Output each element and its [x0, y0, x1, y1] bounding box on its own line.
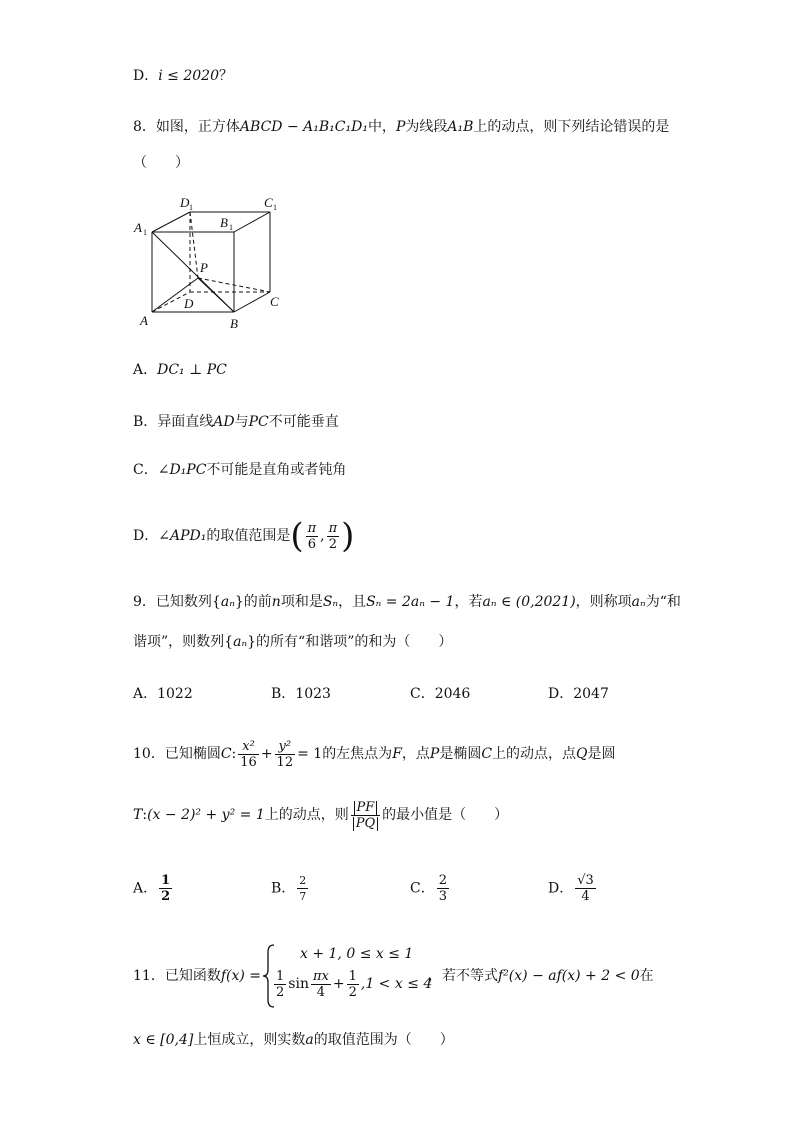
math-expr: ∠APD₁ — [158, 528, 207, 544]
q11-stem-end — [428, 966, 654, 986]
q8-answer-paren: （ ） — [133, 155, 189, 171]
subscript: 1 — [143, 228, 147, 237]
math-expr: C — [481, 746, 493, 762]
q8-option-c — [133, 460, 346, 480]
q9-line2: 谐项”，则数列{aₙ}的所有“和谐项”的和为（ ） — [133, 634, 453, 650]
denominator: 2 — [276, 984, 285, 1000]
math-expr: ,1 < x ≤ 4 — [360, 976, 433, 992]
denominator — [351, 816, 380, 831]
q10-option-c — [410, 873, 451, 904]
math-expr: F — [392, 746, 402, 762]
fraction — [274, 969, 286, 1000]
math-expr: = 1 — [297, 746, 323, 762]
fraction — [575, 873, 596, 904]
denominator: 2 — [348, 984, 357, 1000]
numerator: 1 — [348, 968, 357, 984]
text: 的前 — [243, 594, 272, 610]
math-expr: T — [133, 807, 143, 823]
subscript: 1 — [273, 203, 277, 212]
label-d1: D — [180, 195, 190, 210]
numerator: π — [307, 520, 317, 536]
text: 谐项”，则数列 — [133, 634, 225, 650]
text: 上的动点，则 — [264, 807, 349, 823]
abs — [353, 817, 378, 831]
text: 不可能是直角或者钝角 — [206, 462, 347, 478]
numerator: 1 — [276, 968, 285, 984]
q10-option-b — [271, 873, 310, 904]
math-expr: aₙ ∈ (0,2021) — [482, 594, 576, 610]
math-expr: (x − 2)² + y² = 1 — [147, 807, 265, 823]
option-label: D． — [133, 68, 159, 84]
text: 的取值范围是 — [206, 528, 291, 544]
math-expr: n — [271, 594, 281, 610]
denominator: 2 — [328, 536, 338, 552]
option-label: A． — [133, 362, 158, 378]
text: ，点 — [401, 746, 430, 762]
math-expr: PQ — [355, 815, 376, 831]
math-expr: x + 1, 0 ≤ x ≤ 1 — [300, 946, 414, 962]
math-expr: AD — [213, 414, 235, 430]
fraction — [159, 873, 172, 904]
right-paren: ) — [341, 516, 355, 556]
text: 10．已知椭圆 — [133, 746, 221, 762]
numerator: x² — [238, 739, 259, 755]
fraction — [311, 969, 331, 1000]
fraction — [327, 521, 340, 552]
label-c: C — [270, 294, 279, 309]
text: 项和是 — [280, 594, 323, 610]
math-expr: Sₙ = 2aₙ − 1 — [366, 594, 455, 610]
numerator: y² — [275, 739, 296, 755]
text: 在 — [639, 968, 654, 984]
denominator: 7 — [299, 890, 307, 903]
text: 上的动点，则下列结论错误的是 — [473, 119, 670, 135]
numerator: 1 — [161, 873, 171, 888]
numerator: √3 — [577, 873, 594, 888]
q10-line2: T:(x − 2)² + y² = 1上的动点，则 $\frac{PF}{PQ}$ 的最小值是（ ） — [133, 799, 509, 831]
math-expr: f(x) = — [220, 968, 262, 984]
denominator: 12 — [276, 754, 294, 770]
q9-option-d: D．2047 — [548, 686, 609, 702]
q7-option-d — [133, 66, 233, 86]
q8-option-d: D．∠APD₁的取值范围是( $\frac{\pi}{6}$ , $\frac{\pi}{2}$ ) — [133, 516, 355, 556]
option-label: B． — [271, 880, 296, 897]
option-label: A． — [133, 880, 158, 897]
abs — [354, 801, 378, 815]
q9-line1: 9．已知数列{aₙ}的前n项和是Sₙ，且Sₙ = 2aₙ − 1，若aₙ ∈ (0,2021)，则称项aₙ为“和 — [133, 594, 681, 610]
numerator: 2 — [438, 873, 447, 888]
text: 11．已知函数 — [133, 968, 221, 984]
q11-stem-start — [133, 966, 261, 986]
math-expr: f²(x) − af(x) + 2 < 0 — [498, 968, 640, 984]
math-expr: P — [395, 119, 406, 135]
math-expr: i ≤ 2020 — [158, 68, 219, 84]
math-expr: DC₁ ⊥ PC — [157, 362, 227, 378]
text: 的取值范围为（ ） — [313, 1032, 454, 1048]
option-label: C． — [410, 880, 435, 897]
denominator: 2 — [161, 889, 171, 904]
fraction — [347, 969, 359, 1000]
label-d: D — [184, 296, 194, 311]
q8-stem — [133, 117, 669, 137]
subscript: 1 — [189, 203, 193, 212]
text: 与 — [234, 414, 249, 430]
text: 上恒成立，则实数 — [193, 1032, 306, 1048]
option-label: C． — [133, 462, 158, 478]
q8-option-b — [133, 412, 339, 432]
q10-line1: 10．已知椭圆C: $\frac{\text{x²}}{16}$ + $\frac{\text{y²}}{12}$ = 1的左焦点为F，点P是椭圆C上的动点，点Q是圆 — [133, 738, 616, 770]
math-expr: aₙ — [631, 594, 646, 610]
text: 是椭圆 — [439, 746, 482, 762]
q10-option-a — [133, 873, 174, 904]
math-expr: Sₙ — [322, 594, 339, 610]
math-expr: PC — [248, 414, 269, 430]
label-b1: B — [220, 215, 228, 230]
text: ，且 — [338, 594, 367, 610]
subscript: 1 — [229, 223, 233, 232]
fraction — [297, 873, 308, 904]
math-expr: aₙ — [233, 634, 248, 650]
label-a1: A — [134, 220, 142, 235]
text: B．异面直线 — [133, 414, 214, 430]
text: 是圆 — [587, 746, 616, 762]
text: 上的动点，点 — [492, 746, 577, 762]
fraction — [437, 873, 449, 904]
fraction — [238, 739, 259, 770]
math-expr: ABCD − A₁B₁C₁D₁ — [239, 119, 368, 135]
q9-option-c: C．2046 — [410, 686, 471, 702]
text: ，若不等式 — [428, 968, 498, 984]
math-expr: a — [305, 1032, 314, 1048]
label-c1: C — [264, 195, 273, 210]
math-expr: x ∈ [0,4] — [133, 1032, 194, 1048]
numerator: πx — [312, 968, 329, 984]
numerator: π — [328, 520, 338, 536]
text: 为“和 — [645, 594, 681, 610]
q9-option-a: A．1022 — [133, 686, 193, 702]
option-label: D． — [548, 880, 574, 897]
text: 的最小值是（ ） — [382, 807, 509, 823]
math-expr: aₙ — [220, 594, 235, 610]
text: 为线段 — [405, 119, 448, 135]
label-p: P — [200, 260, 208, 275]
label-a: A — [140, 313, 148, 328]
numerator: 2 — [299, 874, 307, 887]
math-expr: PF — [356, 799, 375, 815]
denominator: 3 — [438, 889, 447, 904]
math-expr: P — [429, 746, 440, 762]
q11-line2 — [133, 1030, 454, 1050]
fraction — [306, 521, 319, 552]
denominator: 4 — [581, 889, 590, 904]
text: 中， — [367, 119, 396, 135]
math-expr: Q — [576, 746, 588, 762]
left-paren: ( — [290, 516, 304, 556]
math-expr: ∠D₁PC — [157, 462, 207, 478]
q11-case1 — [300, 944, 413, 964]
text: ，若 — [454, 594, 483, 610]
text: 9．已知数列 — [133, 594, 212, 610]
text: 8．如图，正方体 — [133, 119, 240, 135]
text: 的所有“和谐项”的和为（ ） — [256, 634, 453, 650]
cube-figure — [130, 190, 290, 335]
numerator — [351, 800, 380, 816]
math-expr: C — [220, 746, 232, 762]
text: ？ — [218, 68, 233, 84]
option-label: D． — [133, 528, 159, 544]
q9-option-b: B．1023 — [271, 686, 331, 702]
q11-case2 — [272, 966, 432, 1002]
fraction — [275, 739, 296, 770]
text: 不可能垂直 — [268, 414, 339, 430]
denominator: 16 — [240, 754, 257, 770]
label-b: B — [230, 316, 238, 331]
text: ，则称项 — [575, 594, 632, 610]
math-expr: + — [332, 976, 345, 992]
math-expr: sin — [288, 976, 309, 992]
denominator: 4 — [316, 984, 326, 1000]
text: 的左焦点为 — [322, 746, 393, 762]
fraction — [351, 800, 380, 831]
q8-option-a — [133, 360, 227, 380]
denominator: 6 — [307, 536, 317, 552]
math-expr: A₁B — [447, 119, 474, 135]
q10-option-d — [548, 873, 598, 904]
